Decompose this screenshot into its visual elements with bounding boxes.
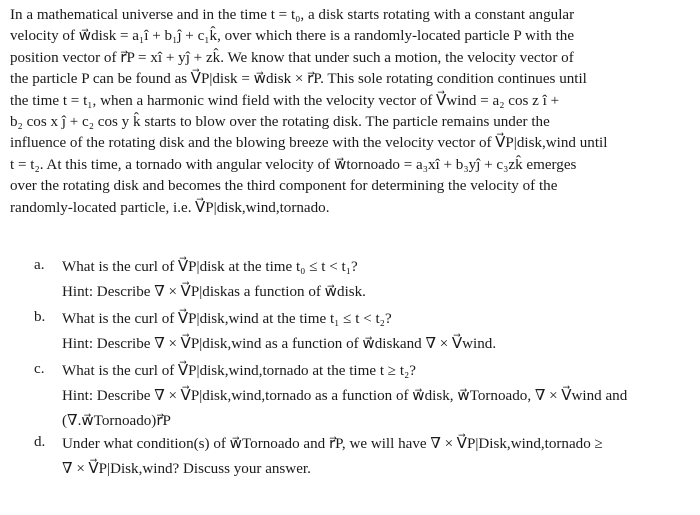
question-text: Under what condition(s) of w⃗Tornoado and r⃗P, we will have ∇ × V⃗P|Disk,wind,tornado ≥: [62, 436, 603, 452]
question-letter: b.: [34, 309, 46, 325]
question-hint: Hint: Describe ∇ × V⃗P|diskas a function of w⃗disk.: [62, 284, 366, 300]
statement-line: the particle P can be found as V⃗P|disk = w⃗disk × r⃗P. This sole rotating condition continues until: [10, 71, 587, 88]
statement-line: In a mathematical universe and in the time t = t₀, a disk starts rotating with a constant angular: [10, 7, 575, 23]
statement-line: the time t = t₁, when a harmonic wind field with the velocity vector of V⃗wind = a₂ cos z î +: [10, 92, 560, 109]
question-hint: Hint: Describe ∇ × V⃗P|disk,wind,tornado as a function of w⃗disk, w⃗Tornoado, ∇ × V⃗wind and: [62, 388, 628, 404]
statement-line: position vector of r⃗P = xî + yĵ + zk̂. We know that under such a motion, the velocity vector of: [10, 49, 574, 66]
question-text-continuation: ∇ × V⃗P|Disk,wind? Discuss your answer.: [62, 461, 311, 477]
question-text: What is the curl of V⃗P|disk,wind,tornado at the time t ≥ t₂?: [62, 363, 417, 379]
statement-line: t = t₂. At this time, a tornado with angular velocity of w⃗tornoado = a₃xî + b₃yĵ + c₃zk̂ emerges: [10, 156, 577, 173]
question-text: What is the curl of V⃗P|disk,wind at the time t₁ ≤ t < t₂?: [62, 311, 392, 327]
question-text: What is the curl of V⃗P|disk at the time t₀ ≤ t < t₁?: [62, 259, 358, 275]
question-hint: Hint: Describe ∇ × V⃗P|disk,wind as a function of w⃗diskand ∇ × V⃗wind.: [62, 336, 497, 352]
statement-line: velocity of w⃗disk = a₁î + b₁ĵ + c₁k̂, over which there is a randomly-located particle P with the: [10, 28, 575, 45]
question-letter: c.: [34, 361, 45, 377]
statement-line: over the rotating disk and becomes the third component for determining the velocity of the: [10, 178, 558, 195]
statement-line: b₂ cos x ĵ + c₂ cos y k̂ starts to blow over the rotating disk. The particle remains under the: [10, 113, 550, 130]
problem-statement: [10, 5, 690, 219]
statement-line: influence of the rotating disk and the blowing breeze with the velocity vector of V⃗P|disk,wind until: [10, 135, 608, 152]
question-letter: d.: [34, 434, 46, 450]
statement-line: randomly-located particle, i.e. V⃗P|disk,wind,tornado.: [10, 199, 330, 216]
question-hint-continuation: (∇.w⃗Tornoado)r⃗P: [62, 413, 171, 429]
question-letter: a.: [34, 257, 45, 273]
